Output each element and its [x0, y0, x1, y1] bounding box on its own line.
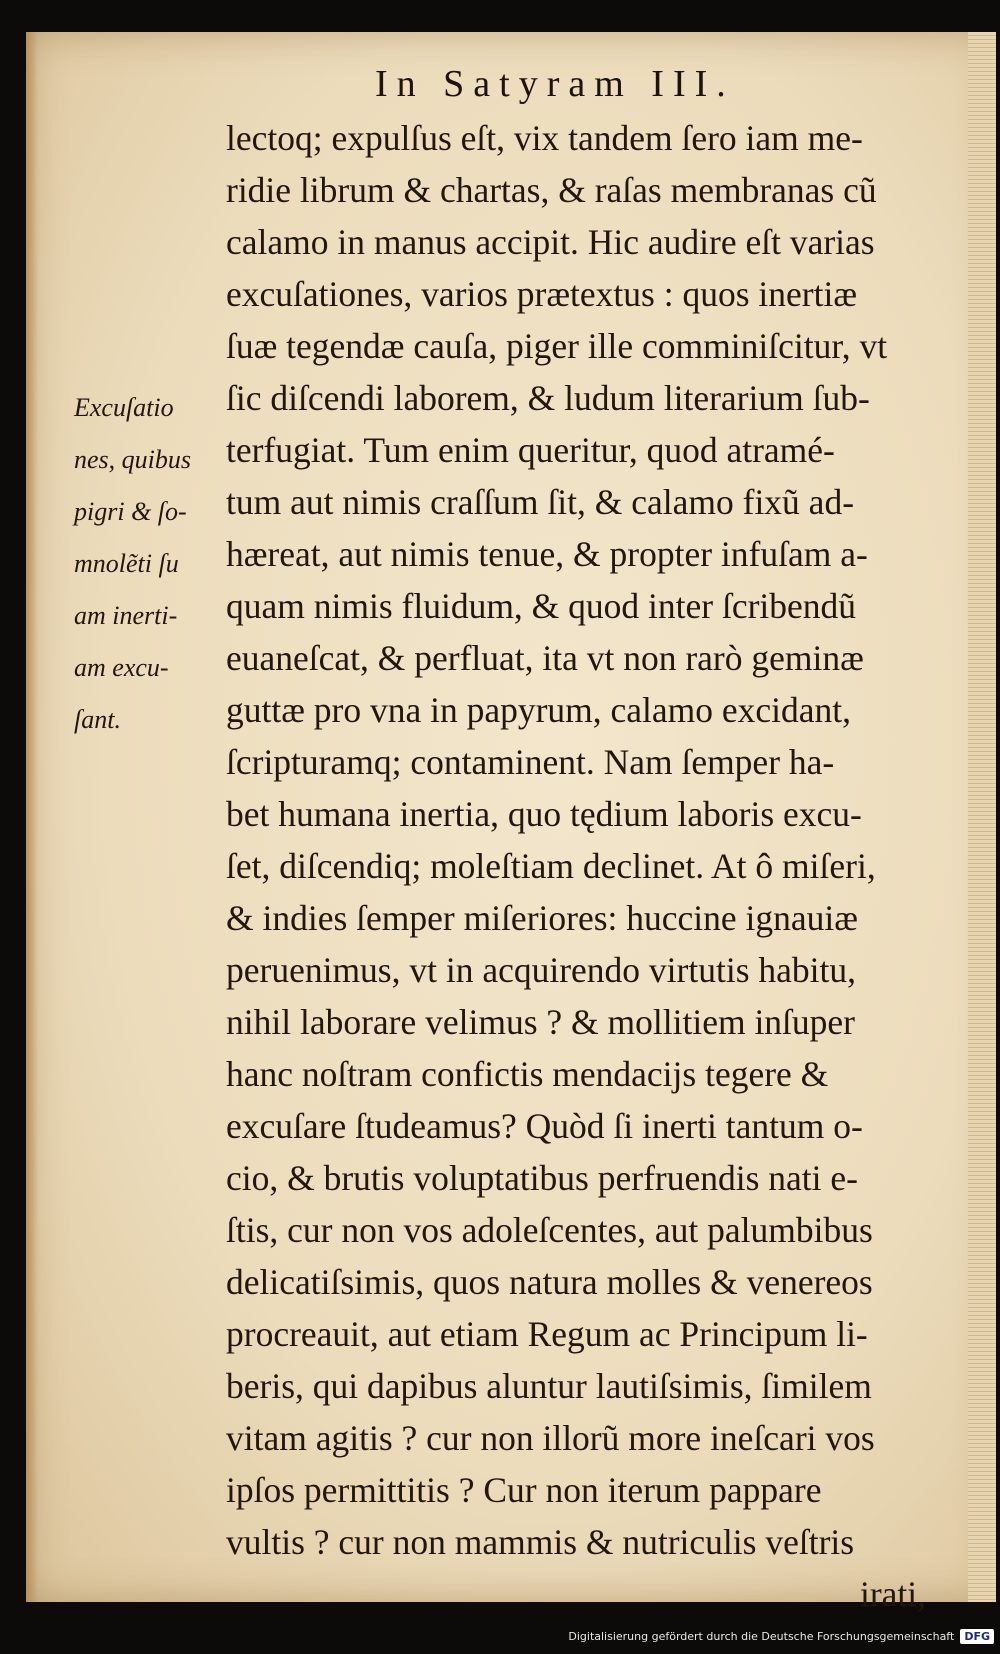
marginal-note-line: am inerti- [74, 601, 178, 630]
running-head: In Satyram III. [375, 63, 735, 105]
text-line: excuſare ſtudeamus? Quòd ſi inerti tantum o- [226, 1106, 863, 1146]
text-line: ſcripturamq; contaminent. Nam ſemper ha- [226, 742, 835, 782]
marginal-note-line: pigri & ſo- [74, 497, 187, 526]
text-line: procreauit, aut etiam Regum ac Principum li- [226, 1314, 868, 1354]
text-line: bet humana inertia, quo tędium laboris excu- [226, 794, 862, 834]
text-line: quam nimis fluidum, & quod inter ſcribendũ [226, 586, 857, 626]
text-line: vitam agitis ? cur non illorũ more ineſcari vos [226, 1418, 875, 1458]
marginal-note-line: nes, quibus [74, 445, 191, 474]
marginal-note-line: mnolẽti ſu [74, 549, 179, 578]
text-line: & indies ſemper miſeriores: huccine ignauiæ [226, 898, 858, 938]
marginal-note-line: am excu- [74, 653, 169, 682]
text-line: beris, qui dapibus aluntur lautiſsimis, ſimilem [226, 1366, 872, 1406]
text-line: ipſos permittitis ? Cur non iterum pappare [226, 1470, 822, 1510]
marginal-note [74, 382, 224, 746]
digitization-footer [568, 1624, 994, 1648]
marginal-note-line: Excuſatio [74, 393, 174, 422]
text-line: excuſationes, varios prætextus : quos inertiæ [226, 274, 858, 314]
catchword: irati, [859, 1574, 926, 1614]
text-line: hæreat, aut nimis tenue, & propter infuſam a- [226, 534, 868, 574]
text-line: nihil laborare velimus ? & mollitiem inſuper [226, 1002, 855, 1042]
text-line: ridie librum & chartas, & raſas membranas cũ [226, 170, 877, 210]
text-line: ſuæ tegendæ cauſa, piger ille comminiſcitur, vt [226, 326, 888, 366]
text-line: tum aut nimis craſſum ſit, & calamo fixũ ad- [226, 482, 855, 522]
dfg-logo: DFG [960, 1629, 994, 1644]
page-edge [968, 32, 996, 1602]
text-line: delicatiſsimis, quos natura molles & venereos [226, 1262, 873, 1302]
text-line: vultis ? cur non mammis & nutriculis veſtris [226, 1522, 855, 1562]
text-line: terfugiat. Tum enim queritur, quod atramé- [226, 430, 835, 470]
text-line: ſet, diſcendiq; moleſtiam declinet. At ô miſeri, [226, 846, 876, 886]
text-line: ſic diſcendi laborem, & ludum literarium ſub- [226, 378, 870, 418]
footer-credit: Digitalisierung gefördert durch die Deutsche Forschungsgemeinschaft [568, 1629, 955, 1643]
text-line: calamo in manus accipit. Hic audire eſt varias [226, 222, 875, 262]
body-text [226, 112, 926, 1620]
marginal-note-line: ſant. [74, 705, 121, 734]
text-line: hanc noſtram confictis mendacijs tegere & [226, 1054, 829, 1094]
text-line: lectoq; expulſus eſt, vix tandem ſero iam me- [226, 118, 863, 158]
text-line: ſtis, cur non vos adoleſcentes, aut palumbibus [226, 1210, 873, 1250]
text-line: cio, & brutis voluptatibus perfruendis nati e- [226, 1158, 858, 1198]
text-line: peruenimus, vt in acquirendo virtutis habitu, [226, 950, 857, 990]
text-line: euaneſcat, & perfluat, ita vt non rarò geminæ [226, 638, 864, 678]
text-line: guttæ pro vna in papyrum, calamo excidant, [226, 690, 852, 730]
